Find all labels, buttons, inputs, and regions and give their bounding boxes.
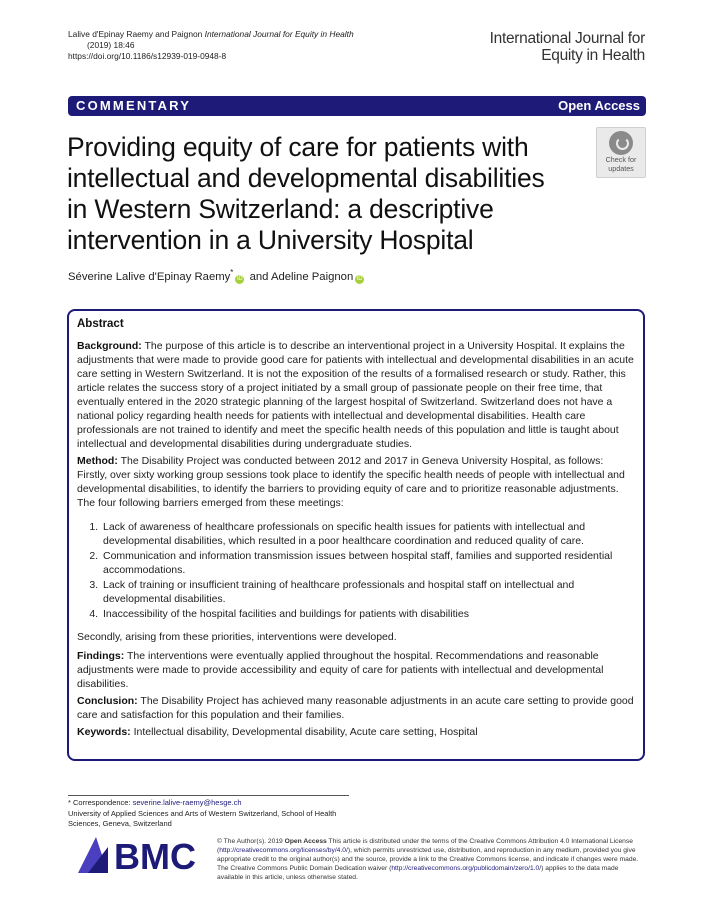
list-item: 2. Communication and information transmission issues between hospital staff, families and supported residential accommodations.	[101, 549, 636, 577]
orcid-icon[interactable]: iD	[237, 276, 243, 282]
license-text-1: This article is distributed under the terms of the Creative Commons Attribution 4.0 International License (	[217, 838, 633, 855]
method-label: Method:	[77, 455, 118, 467]
conclusion-label: Conclusion:	[77, 695, 138, 707]
doi-link[interactable]: https://doi.org/10.1186/s12939-019-0948-8	[68, 51, 227, 61]
background-text: The purpose of this article is to describe an interventional project in a University Hospital. It explains the adjustments that were made to provide good care for patients with intellectual and developmental disabilities in an acute care setting in Western Switzerland. It is not the exposition of the results of a formalised research or study. Rather, this article relates the success story of a project initiated by a small group of passionate people on their free time, that eventually entered in the 2020 strategic planning of the largest hospital of Switzerland. Switzerland does not have a national policy regarding health needs for patients with intellectual and developmental disabilities. Health care professionals are not trained to identify and meet the specific health needs of this population and little is taught about intellectual and developmental disabilities during undergraduate studies.	[77, 340, 634, 450]
keywords-text: Intellectual disability, Developmental disability, Acute care setting, Hospital	[133, 726, 478, 738]
check-updates-line1: Check for	[605, 155, 637, 164]
license-text-2: ), which permits unrestricted use, distribution, and reproduction in any medium, provided you give appropriate credit to the original author(s) and the source, provide a link to the Creative Commons license, and indicate if changes were made. The Creative Commons Public Domain Dedication waiver (	[217, 847, 639, 873]
citation-journal: International Journal for Equity in Health	[204, 29, 354, 39]
abstract-keywords	[77, 725, 636, 739]
journal-name	[490, 30, 645, 64]
check-for-updates-badge[interactable]	[596, 127, 646, 178]
conclusion-text: The Disability Project has achieved many reasonable adjustments in an acute care setting to provide good care and satisfaction for this population and their families.	[77, 695, 634, 721]
citation-year: (2019) 18:46	[87, 40, 135, 50]
license-link[interactable]: http://creativecommons.org/licenses/by/4.0/	[219, 847, 348, 855]
abstract-method	[77, 454, 636, 510]
abstract-heading: Abstract	[77, 318, 124, 330]
license-prefix: © The Author(s). 2019	[217, 838, 283, 845]
article-title: Providing equity of care for patients with intellectual and developmental disabilities in Western Switzerland: a descriptive intervention in a University Hospital	[67, 132, 545, 255]
barrier-list	[77, 520, 636, 621]
open-access-label: Open Access	[558, 98, 640, 113]
journal-name-line2: Equity in Health	[541, 47, 645, 64]
footnote-divider	[68, 795, 349, 796]
abstract-findings	[77, 649, 636, 691]
abstract-conclusion	[77, 694, 636, 722]
findings-label: Findings:	[77, 650, 125, 662]
correspondence-footnote	[68, 798, 358, 830]
correspondence-email[interactable]: severine.lalive-raemy@hesge.ch	[132, 798, 242, 807]
orcid-icon[interactable]: iD	[356, 276, 363, 282]
list-item: 3. Lack of training or insufficient training of healthcare professionals and hospital staff on intellectual and developmental disabilities.	[101, 578, 636, 606]
public-domain-link[interactable]: http://creativecommons.org/publicdomain/zero/1.0/	[391, 865, 542, 873]
bmc-logo[interactable]	[78, 835, 203, 875]
list-item: 1. Lack of awareness of healthcare professionals on specific health issues for patients with intellectual and developmental disabilities, which resulted in a poor healthcare coordination and reduced quality of care.	[101, 520, 636, 548]
article-type: COMMENTARY	[76, 98, 192, 113]
author-list	[68, 268, 366, 284]
citation-block	[68, 29, 354, 62]
author-2[interactable]: Adeline Paignon	[270, 271, 354, 283]
background-label: Background:	[77, 340, 142, 352]
license-text	[217, 837, 645, 882]
crossmark-icon	[609, 131, 633, 155]
findings-text: The interventions were eventually applied throughout the hospital. Recommendations and reasonable adjustments were made to provide accessibility and equity of care for patients with intellectual and developmental disabilities.	[77, 650, 604, 690]
keywords-label: Keywords:	[77, 726, 131, 738]
method-text: The Disability Project was conducted between 2012 and 2017 in Geneva University Hospital, as follows: Firstly, over sixty working group sessions took place to identify the specific health needs of people with intellectual and developmental disabilities, to identify the barriers to providing equity of care and to prioritize reasonable adjustments. The four following barriers emerged from these meetings:	[77, 455, 625, 509]
bmc-logo-text: BMC	[114, 836, 196, 875]
license-open-access: Open Access	[284, 838, 327, 845]
citation-authors: Lalive d'Epinay Raemy and Paignon	[68, 29, 203, 39]
author-connector: and	[249, 271, 269, 283]
list-item: 4. Inaccessibility of the hospital facilities and buildings for patients with disabilities	[101, 607, 636, 621]
author-1[interactable]: Séverine Lalive d'Epinay Raemy	[68, 271, 231, 283]
abstract-box	[67, 309, 645, 761]
affiliation: University of Applied Sciences and Arts of Western Switzerland, School of Health Sciences, Geneva, Switzerland	[68, 808, 337, 828]
corresponding-marker: *	[230, 268, 234, 277]
abstract-background	[77, 339, 636, 451]
journal-name-line1: International Journal for	[489, 30, 645, 47]
article-type-banner	[68, 96, 646, 116]
secondly-text: Secondly, arising from these priorities, interventions were developed.	[77, 631, 397, 643]
license-text-3: ) applies to the data made available in this article, unless otherwise stated.	[217, 865, 619, 882]
check-updates-line2: updates	[608, 164, 634, 173]
correspondence-label: * Correspondence:	[68, 798, 131, 807]
